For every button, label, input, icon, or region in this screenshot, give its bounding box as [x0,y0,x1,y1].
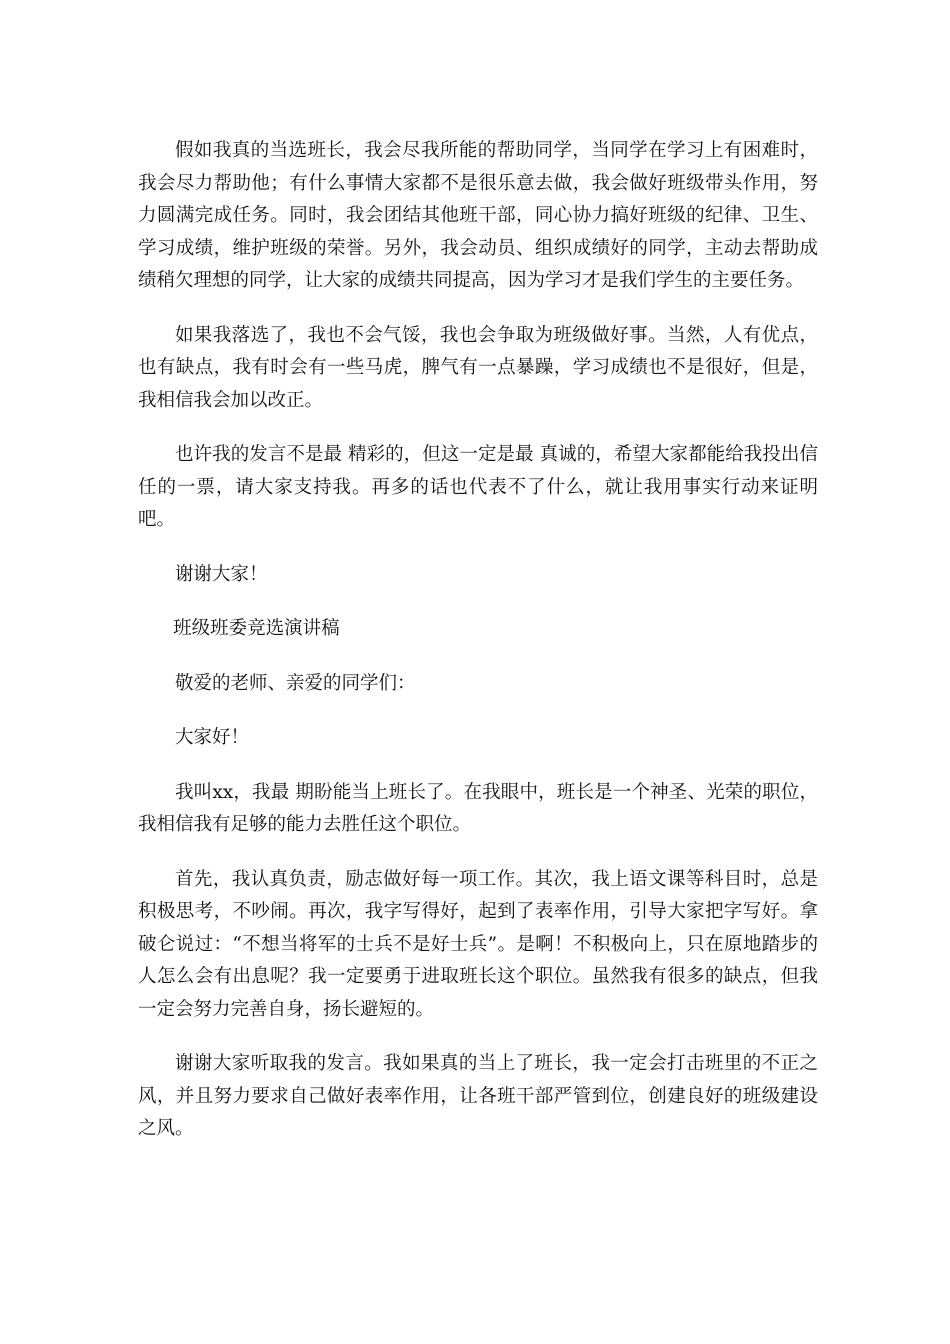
paragraph-reasons: 首先，我认真负责，励志做好每一项工作。其次，我上语文课等科目时，总是积极思考，不吵闹。再次，我字写得好，起到了表率作用，引导大家把字写好。拿破仑说过：“不想当将军的士兵不是好士兵”。是啊！不积极向上，只在原地踏步的人怎么会有出息呢？我一定要勇于进取班长这个职位。虽然我有很多的缺点，但我一定会努力完善自身，扬长避短的。 [138,868,818,1020]
salutation: 敬爱的老师、亲爱的同学们： [175,672,416,694]
paragraph-thanks: 谢谢大家！ [175,563,268,585]
paragraph-1: 假如我真的当选班长，我会尽我所能的帮助同学，当同学在学习上有困难时，我会尽力帮助他；有什么事情大家都不是很乐意去做，我会做好班级带头作用，努力圆满完成任务。同时，我会团结其他班干部，同心协力搞好班级的纪律、卫生、学习成绩，维护班级的荣誉。另外，我会动员、组织成绩好的同学，主动去帮助成绩稍欠理想的同学，让大家的成绩共同提高，因为学习才是我们学生的主要任务。 [138,140,818,291]
paragraph-2: 如果我落选了，我也不会气馁，我也会争取为班级做好事。当然，人有优点，也有缺点，我有时会有一些马虎，脾气有一点暴躁，学习成绩也不是很好，但是，我相信我会加以改正。 [138,324,818,411]
paragraph-3: 也许我的发言不是最 精彩的，但这一定是最 真诚的，希望大家都能给我投出信任的一票，请大家支持我。再多的话也代表不了什么，就让我用事实行动来证明吧。 [138,444,818,530]
document-body [138,135,818,1168]
speech-title: 班级班委竞选演讲稿 [173,618,340,639]
paragraph-intro: 我叫xx，我最 期盼能当上班长了。在我眼中，班长是一个神圣、光荣的职位，我相信我有足够的能力去胜任这个职位。 [138,781,818,835]
paragraph-closing: 谢谢大家听取我的发言。我如果真的当上了班长，我一定会打击班里的不正之风，并且努力要求自己做好表率作用，让各班干部严管到位，创建良好的班级建设之风。 [138,1053,818,1139]
greeting: 大家好！ [175,727,250,748]
